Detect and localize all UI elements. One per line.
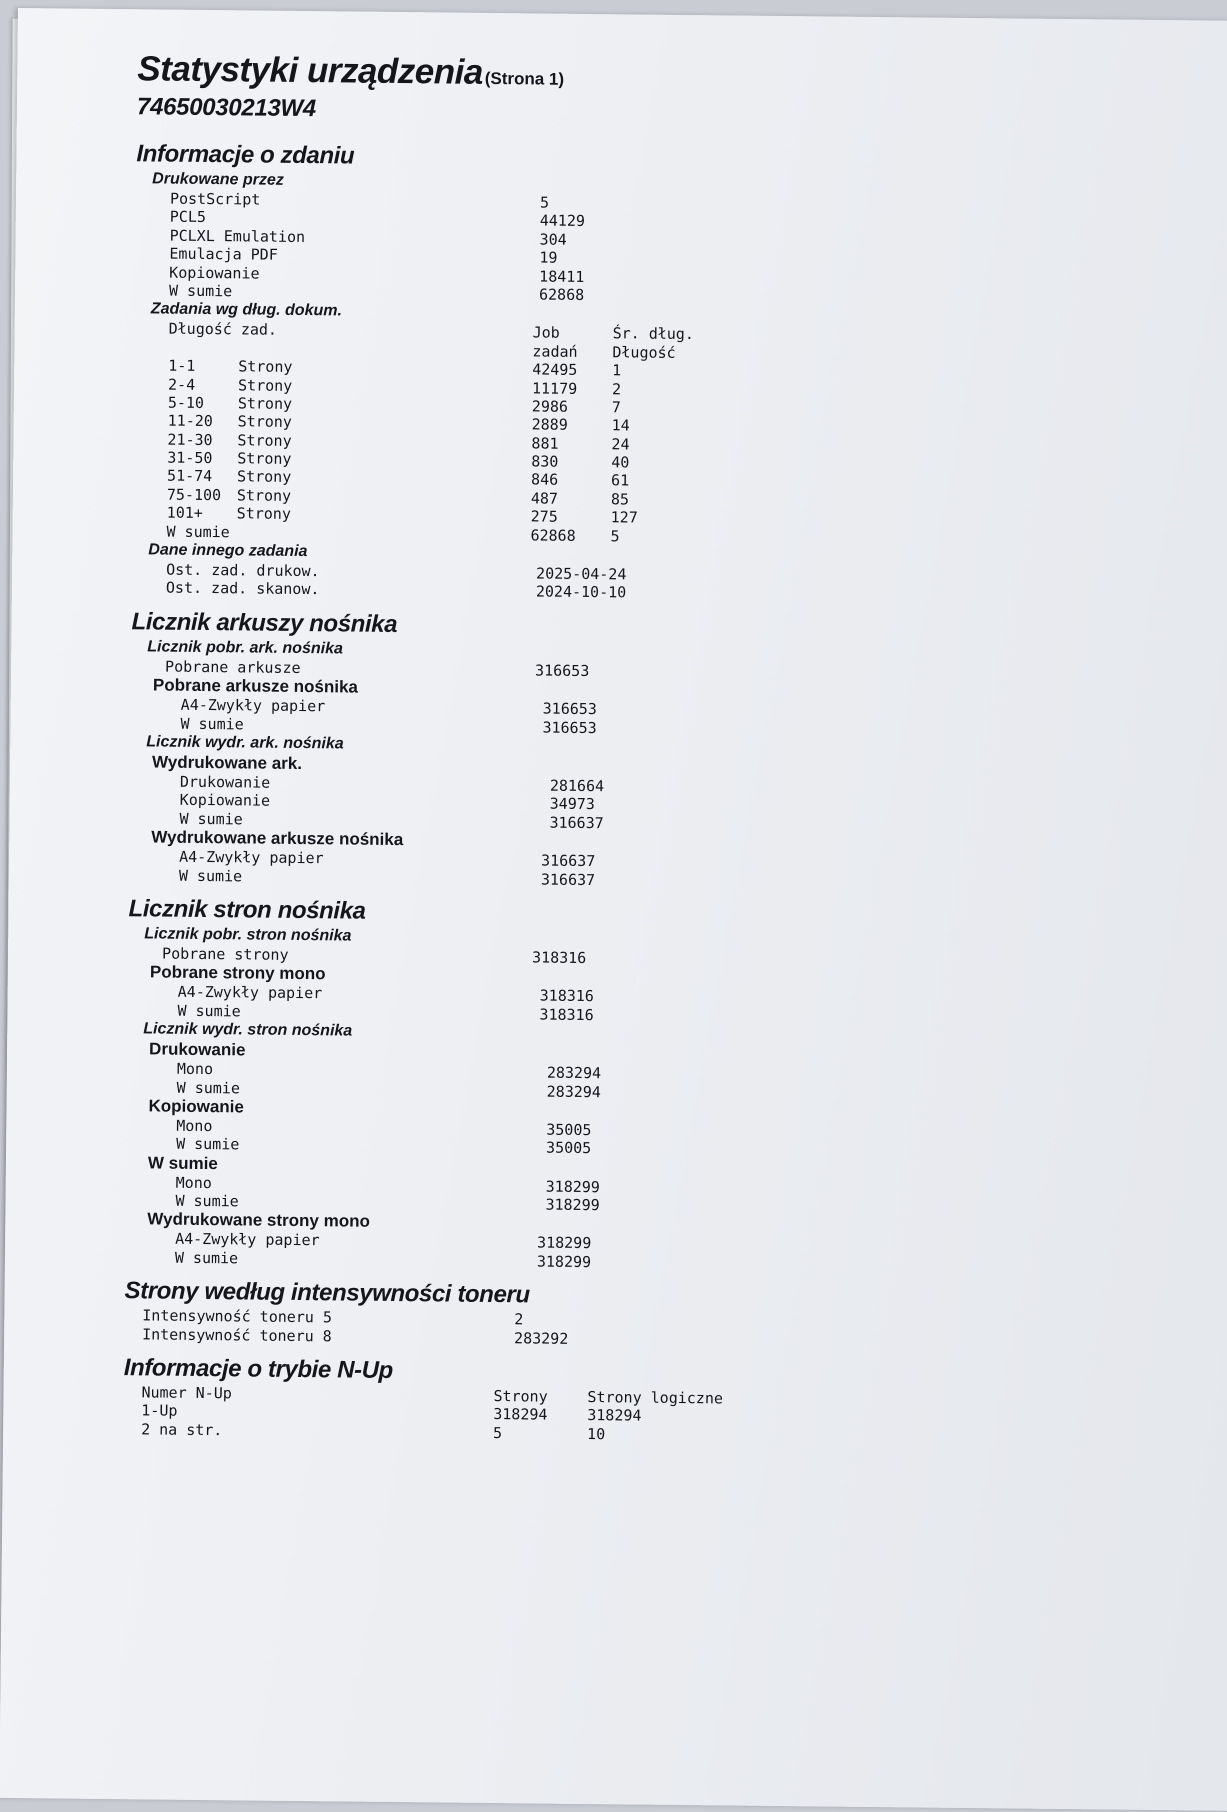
row-label: W sumie xyxy=(168,281,233,301)
row-label: Ost. zad. skanow. xyxy=(165,579,320,599)
row-label: W sumie xyxy=(175,1191,239,1211)
row-label: Pobrane arkusze xyxy=(165,657,301,677)
row-value: 318299 xyxy=(536,1252,592,1271)
range-cell: 2-4 xyxy=(167,375,196,394)
row-label: W sumie xyxy=(174,1248,239,1268)
total-label: W sumie xyxy=(166,522,230,541)
page-printed-group-heading: W sumie xyxy=(147,1153,218,1173)
sheet-picked-heading: Licznik pobr. ark. nośnika xyxy=(147,638,344,658)
mode-cell: 1-Up xyxy=(141,1401,178,1421)
range-cell: 5-10 xyxy=(167,393,205,412)
by-length-heading: Zadania wg dług. dokum. xyxy=(150,300,343,320)
row-value: 316637 xyxy=(549,813,604,832)
avg-cell: 7 xyxy=(611,398,621,417)
row-label: Drukowanie xyxy=(179,772,271,792)
range-cell: 75-100 xyxy=(166,485,222,505)
avg-cell: 24 xyxy=(611,434,630,454)
jobs-cell: 830 xyxy=(531,452,559,471)
page-printed-group-heading: Wydrukowane strony mono xyxy=(147,1209,371,1232)
row-value: 34973 xyxy=(549,794,595,814)
section-toner-heading: Strony według intensywności toneru xyxy=(124,1277,530,1309)
row-label: W sumie xyxy=(177,1001,241,1021)
row-label: Mono xyxy=(176,1116,213,1135)
jobs-cell: 2889 xyxy=(531,415,568,435)
mode-cell: 2 na str. xyxy=(141,1420,223,1440)
unit-cell: Strony xyxy=(236,504,291,524)
range-cell: 31-50 xyxy=(167,448,213,468)
row-label: W sumie xyxy=(178,866,243,885)
avg-cell: 85 xyxy=(610,490,630,509)
unit-cell: Strony xyxy=(237,394,293,413)
page-printed-group-heading: Kopiowanie xyxy=(148,1096,245,1117)
unit-cell: Strony xyxy=(237,431,292,450)
range-cell: 101+ xyxy=(166,503,203,523)
logical-cell: 318294 xyxy=(587,1406,642,1426)
col-avg-header-2: Długość xyxy=(612,342,676,362)
total-avg: 5 xyxy=(610,526,620,545)
row-value: 19 xyxy=(539,248,558,267)
row-value: 62868 xyxy=(538,285,585,304)
unit-cell: Strony xyxy=(237,467,292,487)
sheet-printed-subheading-1: Wydrukowane ark. xyxy=(152,752,303,773)
page-number-label: (Strona 1) xyxy=(484,68,565,89)
row-value: 318316 xyxy=(531,948,587,967)
logical-cell: 10 xyxy=(587,1424,606,1444)
row-label: Kopiowanie xyxy=(169,263,260,283)
row-label: W sumie xyxy=(176,1134,240,1154)
row-value: 304 xyxy=(539,230,567,249)
jobs-cell: 275 xyxy=(530,507,558,526)
pages-cell: 318294 xyxy=(493,1405,548,1425)
row-value: 316637 xyxy=(541,851,596,871)
jobs-cell: 881 xyxy=(531,434,559,453)
sheet-picked-subheading: Pobrane arkusze nośnika xyxy=(152,675,359,697)
page-printed-heading: Licznik wydr. stron nośnika xyxy=(143,1020,353,1040)
row-label: A4-Zwykły papier xyxy=(175,1230,320,1250)
sheet-printed-subheading-2: Wydrukowane arkusze nośnika xyxy=(151,827,404,850)
row-label: W sumie xyxy=(176,1078,241,1097)
row-label: A4-Zwykły papier xyxy=(179,847,324,868)
row-value: 35005 xyxy=(545,1138,592,1158)
unit-cell: Strony xyxy=(237,375,293,395)
row-label: Kopiowanie xyxy=(179,791,271,811)
row-value: 283294 xyxy=(546,1063,602,1083)
row-value: 5 xyxy=(539,193,550,212)
avg-cell: 127 xyxy=(610,508,638,527)
row-value: 35005 xyxy=(546,1120,592,1139)
page-printed-group-heading: Drukowanie xyxy=(149,1039,246,1060)
row-value: 283292 xyxy=(514,1328,569,1348)
row-value: 2 xyxy=(514,1310,524,1329)
row-label: W sumie xyxy=(180,714,244,733)
device-serial: 74650030213W4 xyxy=(136,93,317,123)
row-value: 316637 xyxy=(540,870,596,889)
col-avg-header: Śr. dług. xyxy=(612,324,694,344)
row-value: 281664 xyxy=(549,776,605,796)
unit-cell: Strony xyxy=(236,486,292,505)
report-page xyxy=(123,49,898,1446)
row-label: Emulacja PDF xyxy=(169,244,278,264)
range-cell: 21-30 xyxy=(167,430,213,449)
avg-cell: 61 xyxy=(610,471,630,490)
avg-cell: 2 xyxy=(611,379,622,398)
row-value: 44129 xyxy=(539,211,586,231)
col-jobs-header-2: zadań xyxy=(532,342,578,361)
avg-cell: 1 xyxy=(612,361,622,380)
row-value: 318299 xyxy=(545,1195,600,1215)
jobs-cell: 487 xyxy=(530,489,559,508)
row-label: W sumie xyxy=(179,809,243,829)
row-value: 318316 xyxy=(539,1005,594,1024)
report-header xyxy=(137,49,897,97)
row-label: PCLXL Emulation xyxy=(169,226,306,246)
row-value: 318299 xyxy=(537,1233,592,1253)
row-value: 318299 xyxy=(545,1177,600,1196)
row-value: 316653 xyxy=(534,661,590,680)
row-label: Ost. zad. drukow. xyxy=(166,560,320,581)
avg-cell: 40 xyxy=(611,453,630,472)
page-title: Statystyki urządzenia xyxy=(137,49,484,92)
jobs-cell: 42495 xyxy=(532,360,578,380)
row-label: Intensywność toneru 5 xyxy=(142,1306,333,1327)
col-pages-header: Strony xyxy=(493,1387,548,1406)
jobs-cell: 2986 xyxy=(531,397,569,416)
row-value: 2025-04-24 xyxy=(536,564,627,584)
paper-sheet xyxy=(0,8,1227,1812)
col-logical-header: Strony logiczne xyxy=(587,1388,724,1408)
col-jobs-header: Job xyxy=(532,323,560,343)
row-label: PostScript xyxy=(169,189,261,209)
row-value: 318316 xyxy=(539,986,594,1006)
col-length-header: Długość zad. xyxy=(168,319,278,340)
range-cell: 11-20 xyxy=(167,411,213,431)
row-label: Mono xyxy=(176,1059,214,1079)
row-label: A4-Zwykły papier xyxy=(177,983,323,1003)
row-label: Intensywność toneru 8 xyxy=(142,1324,332,1345)
unit-cell: Strony xyxy=(237,412,292,432)
range-cell: 1-1 xyxy=(168,356,196,376)
other-job-heading: Dane innego zadania xyxy=(148,541,308,561)
jobs-cell: 11179 xyxy=(531,378,578,398)
sheet-printed-heading: Licznik wydr. ark. nośnika xyxy=(146,733,344,753)
row-label: PCL5 xyxy=(169,207,207,227)
section-page-counter-heading: Licznik stron nośnika xyxy=(128,895,366,925)
row-value: 2024-10-10 xyxy=(535,582,627,602)
jobs-cell: 846 xyxy=(530,470,559,490)
row-label: Pobrane strony xyxy=(162,944,289,964)
row-value: 283294 xyxy=(546,1082,601,1101)
printed-by-heading: Drukowane przez xyxy=(152,170,284,189)
row-label: A4-Zwykły papier xyxy=(180,695,326,716)
col-number-header: Numer N-Up xyxy=(141,1383,232,1403)
row-value: 316653 xyxy=(542,718,597,737)
section-sheet-counter-heading: Licznik arkuszy nośnika xyxy=(131,608,398,638)
section-nup-heading: Informacje o trybie N-Up xyxy=(123,1354,394,1385)
page-picked-subheading: Pobrane strony mono xyxy=(149,962,326,984)
row-value: 18411 xyxy=(539,267,585,286)
range-cell: 51-74 xyxy=(167,467,213,486)
row-value: 316653 xyxy=(542,699,597,719)
unit-cell: Strony xyxy=(237,449,292,468)
section-job-info-heading: Informacje o zdaniu xyxy=(136,140,355,170)
avg-cell: 14 xyxy=(611,416,630,435)
pages-cell: 5 xyxy=(493,1423,503,1442)
total-jobs: 62868 xyxy=(530,526,576,545)
unit-cell: Strony xyxy=(238,357,293,377)
page-picked-heading: Licznik pobr. stron nośnika xyxy=(144,925,352,945)
row-label: Mono xyxy=(175,1173,212,1192)
